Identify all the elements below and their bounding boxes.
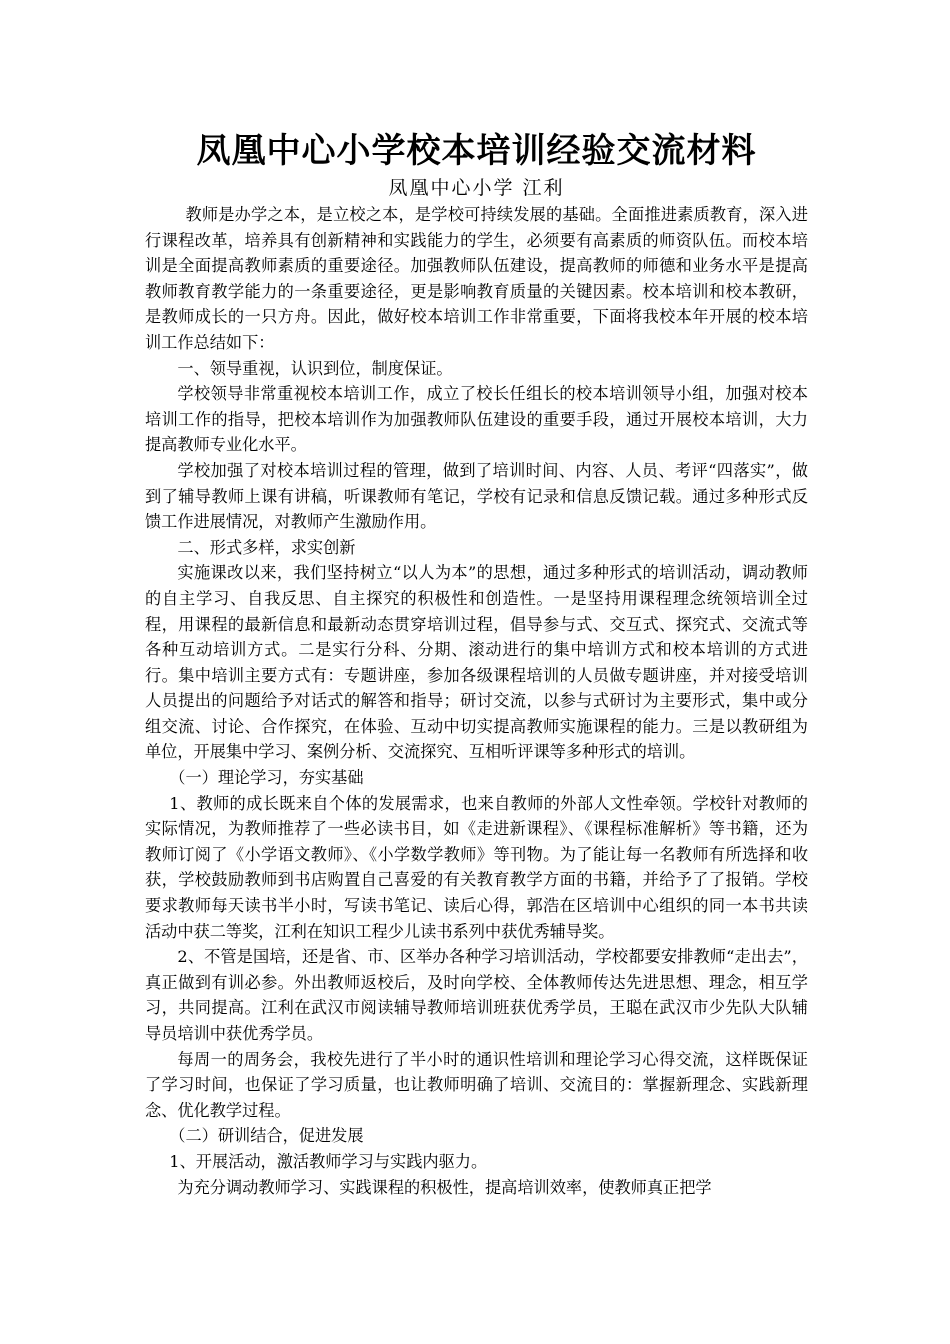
subsection-heading-1: （一）理论学习，夯实基础 [169, 768, 364, 788]
numbered-paragraph: 1、开展活动，激活教师学习与实践内驱力。 [169, 1151, 488, 1171]
subsection-heading-2: （二）研训结合，促进发展 [169, 1126, 364, 1146]
document-author: 凤凰中心小学 江利 [388, 177, 565, 199]
document-title: 凤凰中心小学校本培训经验交流材料 [196, 131, 757, 171]
intro-paragraph: 教师是办学之本，是立校之本，是学校可持续发展的基础。全面推进素质教育，深入进行课程改革，培养具有创新精神和实践能力的学生，必须要有高素质的师资队伍。而校本培训是全面提高教师素质的重要途径。加强教师队伍建设，提高教师的师德和业务水平是提高教师教育教学能力的一条重要途径，更是影响教育质量的关键因素。校本培训和校本教研，是教师成长的一只方舟。因此，做好校本培训工作非常重要，下面将我校本年开展的校本培训工作总结如下： [145, 205, 808, 352]
body-paragraph: 为充分调动教师学习、实践课程的积极性，提高培训效率，使教师真正把学 [177, 1177, 712, 1197]
section-heading-1: 一、领导重视，认识到位，制度保证。 [177, 358, 453, 378]
document-page [145, 128, 808, 1200]
body-paragraph: 每周一的周务会，我校先进行了半小时的通识性培训和理论学习心得交流，这样既保证了学习时间，也保证了学习质量，也让教师明确了培训、交流目的：掌握新理念、实践新理念、优化教学过程。 [145, 1049, 808, 1120]
section-heading-2: 二、形式多样，求实创新 [177, 537, 356, 557]
body-paragraph: 学校加强了对校本培训过程的管理，做到了培训时间、内容、人员、考评“四落实”，做到了辅导教师上课有讲稿，听课教师有笔记，学校有记录和信息反馈记载。通过多种形式反馈工作进展情况，对教师产生激励作用。 [145, 460, 808, 532]
numbered-paragraph: 2、不管是国培，还是省、市、区举办各种学习培训活动，学校都要安排教师“走出去”，真正做到有训必参。外出教师返校后，及时向学校、全体教师传达先进思想、理念，相互学习，共同提高。江利在武汉市阅读辅导教师培训班获优秀学员，王聪在武汉市少先队大队辅导员培训中获优秀学员。 [145, 947, 808, 1043]
body-paragraph: 实施课改以来，我们坚持树立“以人为本”的思想，通过多种形式的培训活动，调动教师的自主学习、自我反思、自主探究的积极性和创造性。一是坚持用课程理念统领培训全过程，用课程的最新信息和最新动态贯穿培训过程，倡导参与式、交互式、探究式、交流式等各种互动培训方式。二是实行分科、分期、滚动进行的集中培训方式和校本培训的方式进行。集中培训主要方式有：专题讲座，参加各级课程培训的人员做专题讲座，并对接受培训人员提出的问题给予对话式的解答和指导；研讨交流，以参与式研讨为主要形式，集中或分组交流、讨论、合作探究，在体验、互动中切实提高教师实施课程的能力。三是以教研组为单位，开展集中学习、案例分析、交流探究、互相听评课等多种形式的培训。 [145, 563, 808, 762]
body-paragraph: 学校领导非常重视校本培训工作，成立了校长任组长的校本培训领导小组，加强对校本培训工作的指导，把校本培训作为加强教师队伍建设的重要手段，通过开展校本培训，大力提高教师专业化水平。 [145, 384, 808, 455]
numbered-paragraph: 1、教师的成长既来自个体的发展需求，也来自教师的外部人文性牵领。学校针对教师的实际情况，为教师推荐了一些必读书目，如《走进新课程》、《课程标准解析》等书籍，还为教师订阅了《小学语文教师》、《小学数学教师》等刊物。为了能让每一名教师有所选择和收获，学校鼓励教师到书店购置自己喜爱的有关教育教学方面的书籍，并给予了了报销。学校要求教师每天读书半小时，写读书笔记、读后心得，郭浩在区培训中心组织的同一本书共读活动中获二等奖，江利在知识工程少儿读书系列中获优秀辅导奖。 [145, 793, 808, 941]
